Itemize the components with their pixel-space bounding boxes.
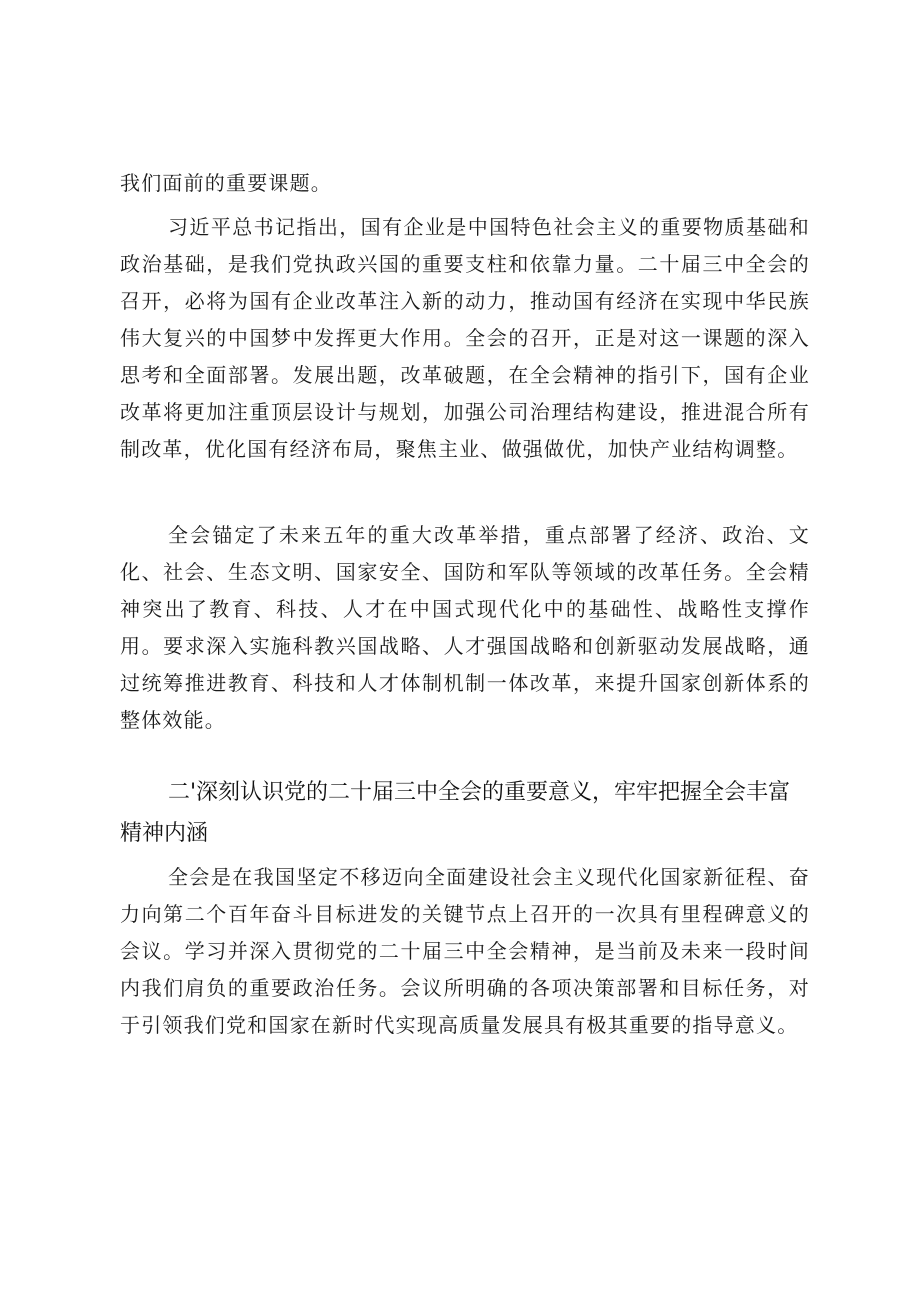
paragraph-continuation: 我们面前的重要课题。 [120, 171, 332, 195]
paragraph-reform-measures: 全会锚定了未来五年的重大改革举措，重点部署了经济、政治、文化、社会、生态文明、国家安全、国防和军队等领域的改革任务。全会精神突出了教育、科技、人才在中国式现代化中的基础性、战略性支撑作用。要求深入实施科教兴国战略、人才强国战略和创新驱动发展战略，通过统筹推进教育、科技和人才体制机制一体改革，来提升国家创新体系的整体效能。 [120, 523, 810, 732]
paragraph-soe-reform: 习近平总书记指出，国有企业是中国特色社会主义的重要物质基础和政治基础，是我们党执政兴国的重要支柱和依靠力量。二十届三中全会的召开，必将为国有企业改革注入新的动力，推动国有经济在实现中华民族伟大复兴的中国梦中发挥更大作用。全会的召开，正是对这一课题的深入思考和全面部署。发展出题，改革破题，在全会精神的指引下，国有企业改革将更加注重顶层设计与规划，加强公司治理结构建设，推进混合所有制改革，优化国有经济布局，聚焦主业、做强做优，加快产业结构调整。 [120, 215, 810, 461]
paragraph-significance: 全会是在我国坚定不移迈向全面建设社会主义现代化国家新征程、奋力向第二个百年奋斗目标进发的关键节点上召开的一次具有里程碑意义的会议。学习并深入贯彻党的二十届三中全会精神，是当前及未来一段时间内我们肩负的重要政治任务。会议所明确的各项决策部署和目标任务，对于引领我们党和国家在新时代实现高质量发展具有极其重要的指导意义。 [120, 865, 810, 1037]
section-heading: 二'深刻认识党的二十届三中全会的重要意义，牢牢把握全会丰富精神内涵 [120, 780, 791, 846]
